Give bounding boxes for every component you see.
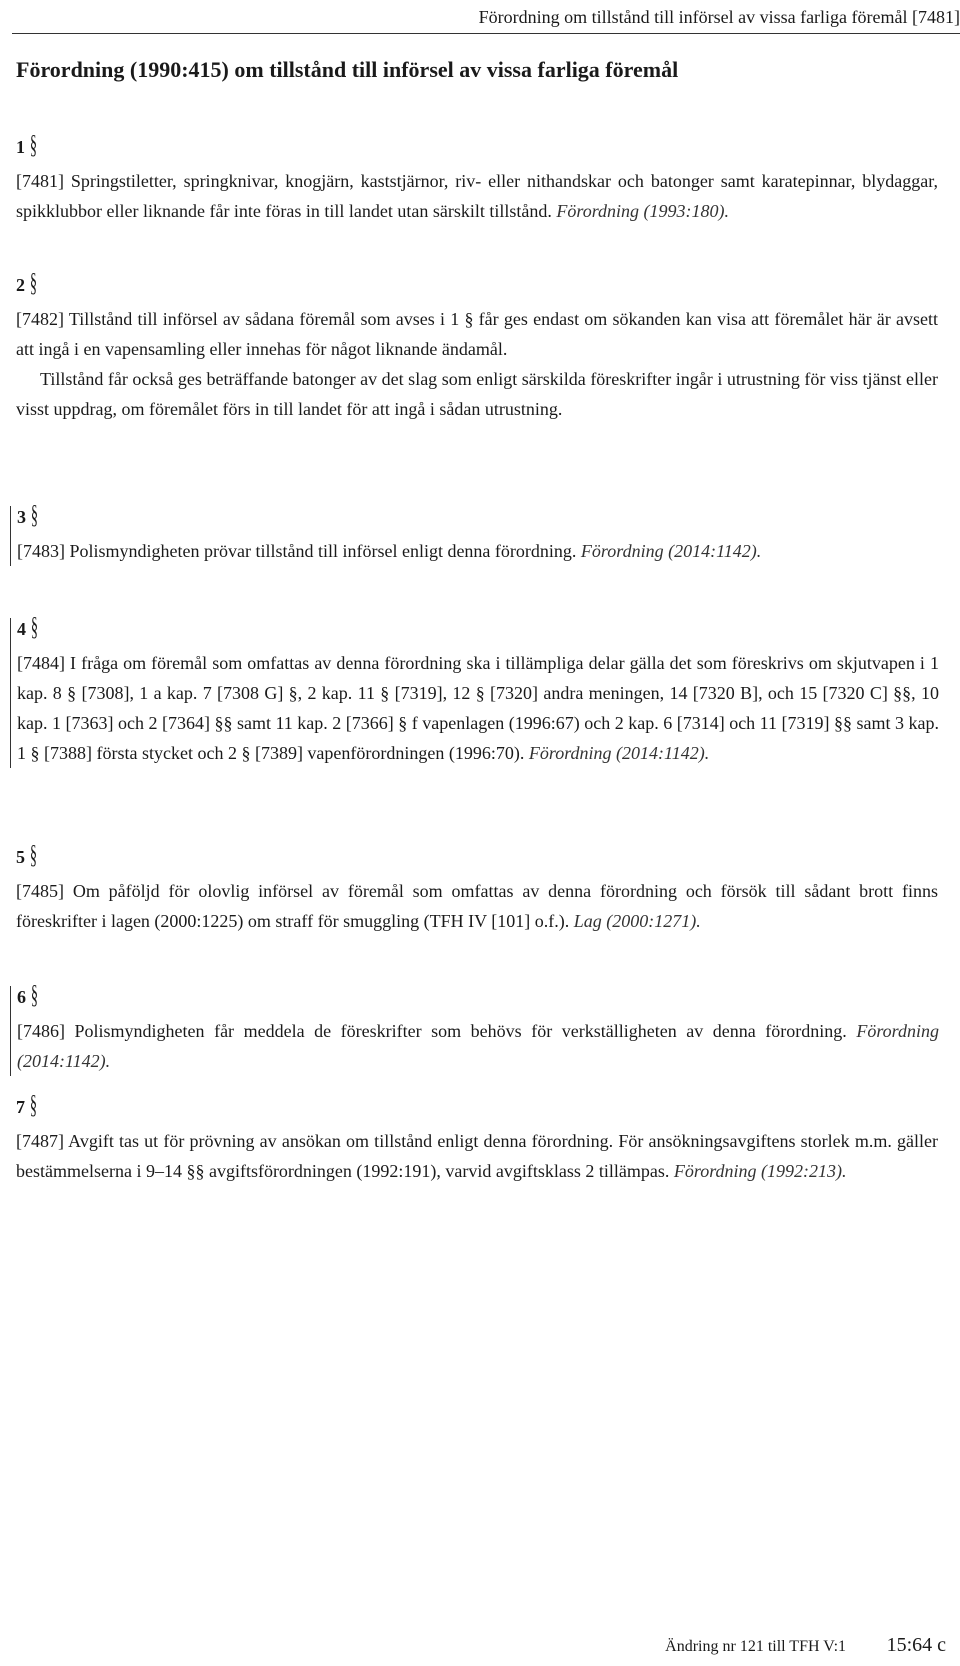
section-1 <box>16 130 938 226</box>
section-3 <box>10 500 939 566</box>
section-5 <box>16 840 938 936</box>
section-number: 2 <box>16 275 25 295</box>
section-paragraph <box>16 304 938 364</box>
section-number: 5 <box>16 847 25 867</box>
paragraph-text: [7481] Springstiletter, springknivar, knogjärn, kaststjärnor, riv- eller nithandskar och batonger samt karatepinnar, blydaggar, spikklubbor eller liknande får inte föras in till landet utan särskilt tillstånd. <box>16 171 938 221</box>
section-sign: § <box>30 500 38 529</box>
section-sign: § <box>30 980 38 1009</box>
section-number: 6 <box>17 987 26 1007</box>
section-heading <box>16 268 938 297</box>
section-paragraph <box>16 166 938 226</box>
section-number: 7 <box>16 1097 25 1117</box>
paragraph-text: [7485] Om påföljd för olovlig införsel av föremål som omfattas av denna förordning och försök till sådant brott finns föreskrifter i lagen (2000:1225) om straff för smuggling (TFH IV [101] o.f.). <box>16 881 938 931</box>
amendment-ref: Förordning (2014:1142). <box>528 743 710 763</box>
amendment-ref: Lag (2000:1271). <box>573 911 701 931</box>
section-6 <box>10 980 940 1076</box>
section-sign: § <box>30 612 38 641</box>
section-number: 1 <box>16 137 25 157</box>
section-paragraph <box>17 536 939 566</box>
section-paragraph <box>17 648 939 768</box>
section-heading <box>16 130 938 159</box>
section-heading <box>17 500 939 529</box>
paragraph-text: Tillstånd får också ges beträffande batonger av det slag som enligt särskilda föreskrifter ingår i utrustning för viss tjänst eller visst uppdrag, om föremålet förs in till landet för att ingå i sådan utrustning. <box>16 369 938 419</box>
section-sign: § <box>29 1090 37 1119</box>
paragraph-text: [7482] Tillstånd till införsel av sådana föremål som avses i 1 § får ges endast om sökanden kan visa att föremålet här är avsett att ingå i en vapensamling eller innehas för något liknande ändamål. <box>16 309 938 359</box>
amendment-ref: Förordning (2014:1142). <box>580 541 762 561</box>
document-title: Förordning (1990:415) om tillstånd till införsel av vissa farliga föremål <box>16 57 679 82</box>
paragraph-text: [7484] I fråga om föremål som omfattas av denna förordning ska i tillämpliga delar gälla det som föreskrivs om skjutvapen i 1 kap. 8 § [7308], 1 a kap. 7 [7308 G] §, 2 kap. 11 § [7319], 12 § [7320] andra meningen, 14 [7320 B], och 15 [7320 C] §§, 10 kap. 1 [7363] och 2 [7364] §§ samt 11 kap. 2 [7366] § f vapenlagen (1996:67) och 2 kap. 6 [7314] och 11 [7319] §§ samt 3 kap. 1 § [7388] första stycket och 2 § [7389] vapenförordningen (1996:70). <box>17 653 939 763</box>
section-sign: § <box>29 130 37 159</box>
section-heading <box>17 612 939 641</box>
section-paragraph <box>17 1016 939 1076</box>
section-number: 4 <box>17 619 26 639</box>
amendment-number: Ändring nr 121 till TFH V:1 <box>665 1638 847 1655</box>
running-header <box>12 6 960 34</box>
section-4 <box>10 612 939 768</box>
running-header-title: Förordning om tillstånd till införsel av vissa farliga föremål [7481] <box>478 7 960 27</box>
amendment-ref: Förordning (1993:180). <box>556 201 730 221</box>
paragraph-text: [7483] Polismyndigheten prövar tillstånd till införsel enligt denna förordning. <box>17 541 577 561</box>
section-7 <box>16 1090 938 1186</box>
section-paragraph <box>16 364 938 424</box>
section-heading <box>16 840 938 869</box>
section-sign: § <box>29 268 37 297</box>
page-footer <box>665 1634 946 1658</box>
section-number: 3 <box>17 507 26 527</box>
section-sign: § <box>29 840 37 869</box>
amendment-ref: Förordning (1992:213). <box>673 1161 847 1181</box>
page-number: 15:64 c <box>886 1634 946 1656</box>
section-2 <box>16 268 938 424</box>
paragraph-text: [7486] Polismyndigheten får meddela de föreskrifter som behövs för verkställigheten av denna förordning. <box>17 1021 847 1041</box>
section-paragraph <box>16 876 938 936</box>
paragraph-text: [7487] Avgift tas ut för prövning av ansökan om tillstånd enligt denna förordning. För ansökningsavgiftens storlek m.m. gäller bestämmelserna i 9–14 §§ avgiftsförordningen (1992:191), varvid avgiftsklass 2 tillämpas. <box>16 1131 938 1181</box>
section-heading <box>17 980 939 1009</box>
section-paragraph <box>16 1126 938 1186</box>
section-heading <box>16 1090 938 1119</box>
amendment-ref: Förordning (2014:1142). <box>17 1021 940 1071</box>
